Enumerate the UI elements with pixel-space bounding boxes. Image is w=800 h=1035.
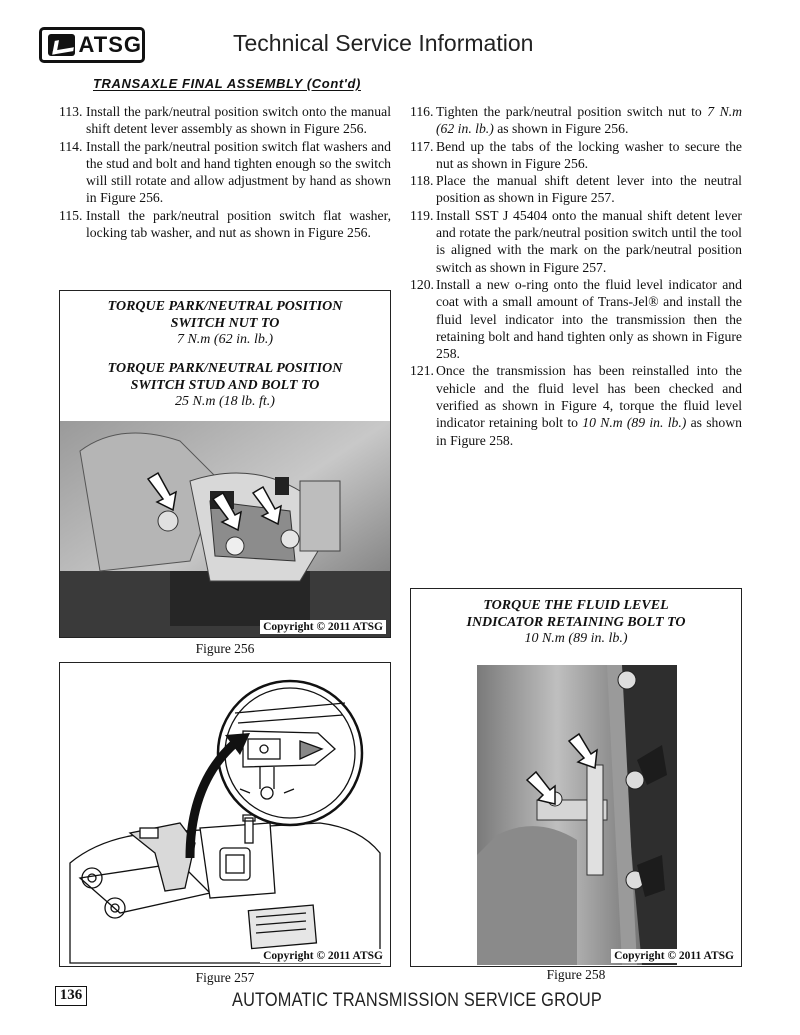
step-text: Install the park/neutral position switch flat washer, locking tab washer, and nut as shown in Figure 256. [86, 207, 391, 241]
step-number: 117. [410, 138, 434, 154]
steps-left-column [59, 103, 391, 241]
step-text: Place the manual shift detent lever into the neutral position as shown in Figure 257. [436, 173, 742, 206]
callout-value: 7 N.m (62 in. lb.) [176, 332, 274, 347]
step-text: Bend up the tabs of the locking washer to secure the nut as shown in Figure 256. [436, 138, 742, 171]
callout-title: TORQUE PARK/NEUTRAL POSITION [107, 299, 343, 314]
step-number: 114. [59, 138, 83, 154]
detent-lever-line-drawing [60, 663, 390, 966]
step-number: 119. [410, 207, 434, 223]
figure-256 [59, 290, 391, 638]
step-number: 116. [410, 104, 434, 119]
callout-title: TORQUE PARK/NEUTRAL POSITION [107, 361, 343, 376]
step-120 [410, 276, 742, 362]
fluid-level-indicator-photo [477, 665, 677, 965]
step-text: Install SST J 45404 onto the manual shift detent lever and rotate the park/neutral position switch until the tool is aligned with the mark on the park/neutral position switch as shown in Figure 257. [436, 207, 742, 275]
step-118 [410, 172, 742, 207]
step-number: 115. [59, 207, 83, 223]
torque-value: 10 N.m (89 in. lb.) [582, 415, 687, 431]
callout-value: 10 N.m (89 in. lb.) [524, 631, 628, 646]
torque-callout-retaining-bolt [411, 598, 741, 648]
torque-value: 7 N.m (62 in. lb.) [436, 104, 743, 137]
step-113 [59, 103, 391, 138]
atsg-logo [39, 27, 145, 63]
step-117 [410, 138, 742, 173]
step-115 [59, 207, 391, 242]
callout-title: SWITCH STUD AND BOLT TO [130, 377, 320, 393]
figure-caption: Figure 256 [195, 641, 255, 656]
torque-callout-nut [60, 299, 390, 349]
checkmark-logo-icon [48, 34, 75, 56]
logo-text: ATSG [78, 32, 142, 57]
page-number: 136 [55, 986, 87, 1006]
figure-caption: Figure 257 [195, 970, 255, 985]
torque-callout-stud-bolt [60, 361, 390, 411]
callout-title: SWITCH NUT TO [170, 315, 280, 331]
step-text: Install the park/neutral position switch flat washers and the stud and bolt and hand tighten enough so the switch will still rotate and allow adjustment by hand as shown in Figure 256. [86, 138, 391, 206]
callout-value: 25 N.m (18 lb. ft.) [175, 394, 275, 409]
section-title: TRANSAXLE FINAL ASSEMBLY (Cont'd) [93, 76, 361, 91]
step-text: Tighten the park/neutral position switch nut to 7 N.m (62 in. lb.) as shown in Figure 256. [436, 104, 743, 137]
footer-text: AUTOMATIC TRANSMISSION SERVICE GROUP [232, 990, 602, 1011]
copyright-label: Copyright © 2011 ATSG [260, 620, 386, 634]
steps-right-column [410, 103, 742, 449]
step-114 [59, 138, 391, 207]
step-119 [410, 207, 742, 276]
copyright-label: Copyright © 2011 ATSG [611, 949, 737, 963]
step-text: Install the park/neutral position switch onto the manual shift detent lever assembly as shown in Figure 256. [86, 104, 391, 137]
figure-257 [59, 662, 391, 967]
transaxle-photo [60, 421, 390, 637]
callout-title: INDICATOR RETAINING BOLT TO [466, 614, 686, 630]
step-number: 118. [410, 173, 434, 189]
step-number: 120. [410, 276, 434, 292]
step-text: Once the transmission has been reinstalled into the vehicle and the fluid level has been checked and verified as shown in Figure 4, torque the fluid level indicator retaining bolt to 10 N.m (89 in. lb.) as shown in Figure 258. [436, 363, 742, 448]
figure-258 [410, 588, 742, 967]
callout-title: TORQUE THE FLUID LEVEL [483, 598, 669, 613]
figure-caption: Figure 258 [546, 967, 606, 982]
page-title: Technical Service Information [233, 30, 534, 56]
step-number: 113. [59, 104, 83, 119]
step-text: Install a new o-ring onto the fluid level indicator and coat with a small amount of Trans-Jel® and install the fluid level indicator into the transmission then the retaining bolt and hand tighten only as shown in Figure 258. [436, 276, 742, 362]
step-number: 121. [410, 363, 434, 379]
step-121 [410, 362, 742, 448]
step-116 [410, 103, 742, 138]
copyright-label: Copyright © 2011 ATSG [260, 949, 386, 963]
